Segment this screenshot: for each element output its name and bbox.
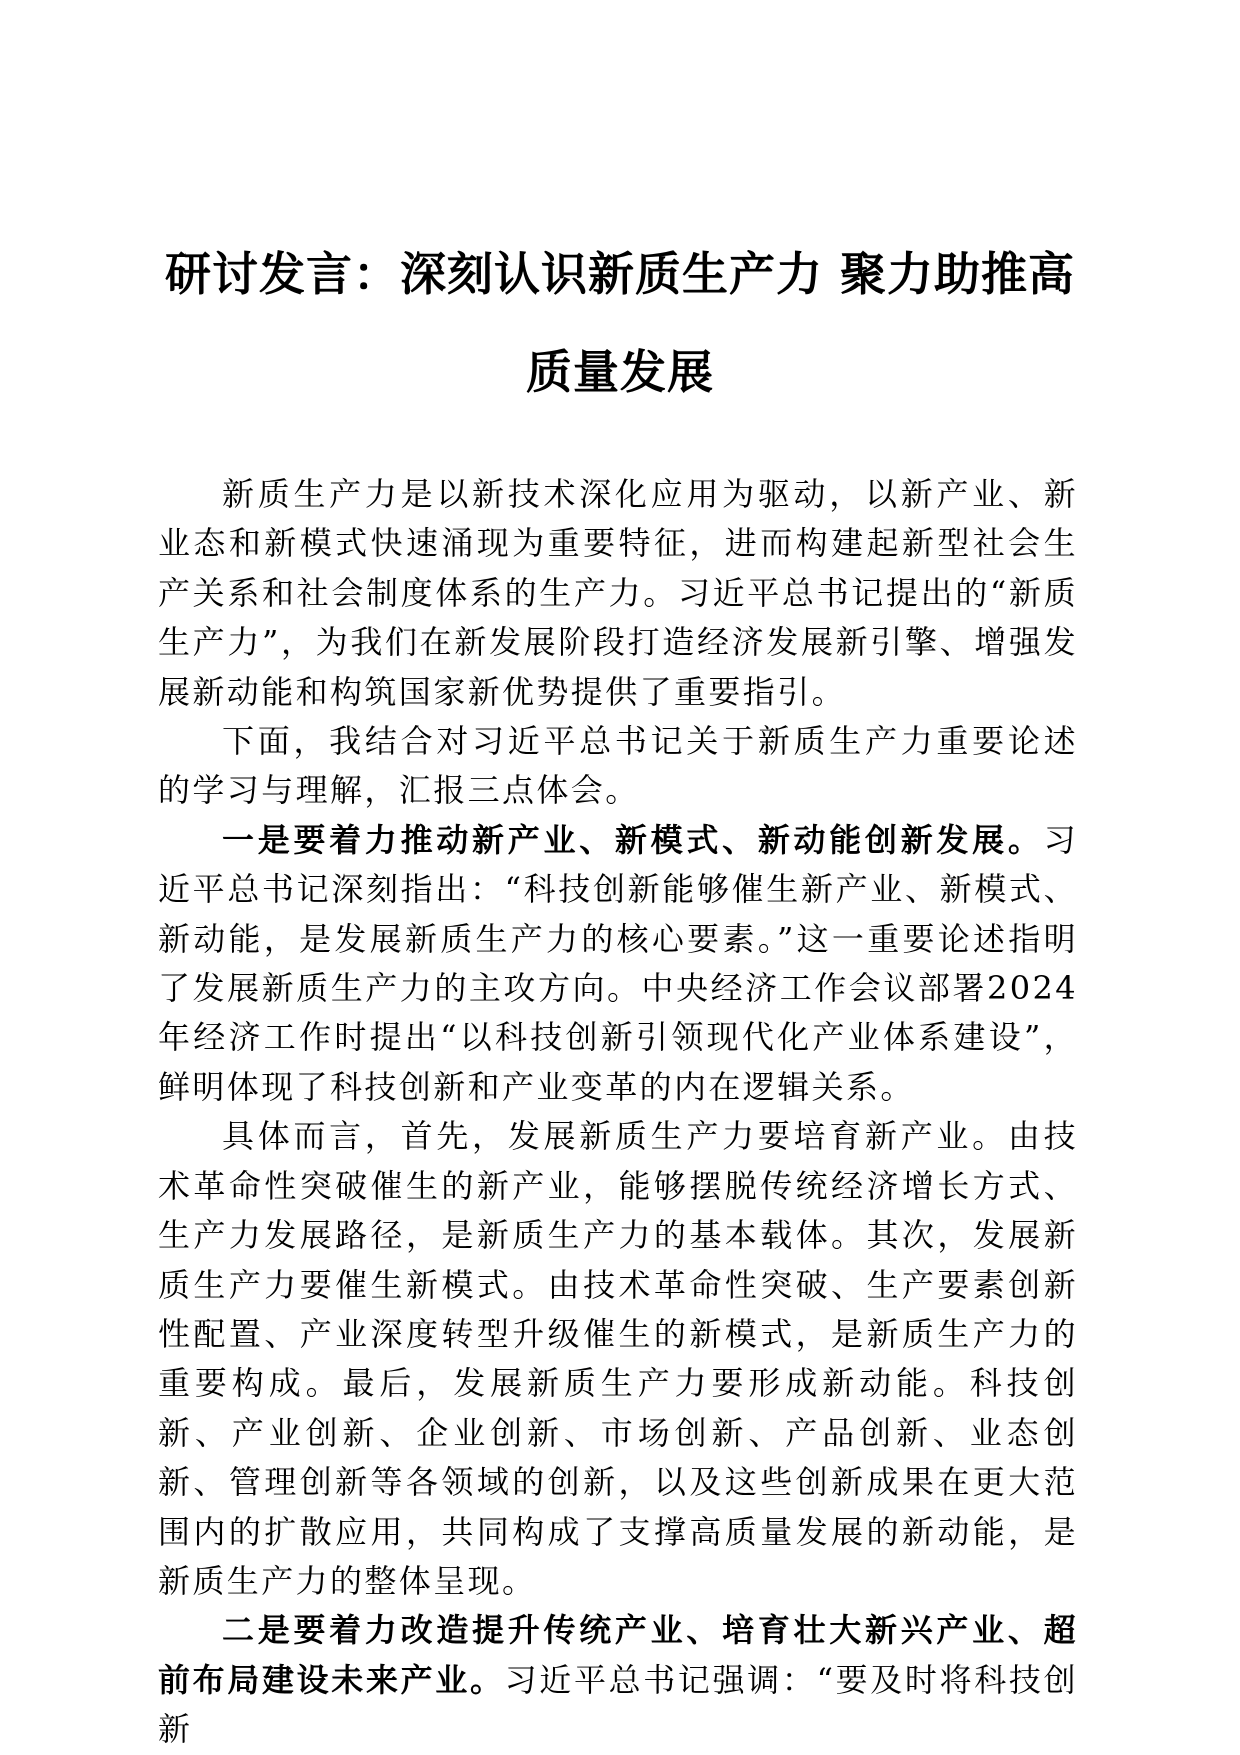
title-line-2: 质量发展 [526, 345, 714, 399]
paragraph-lead: 二是要着力改造提升传统产业、培育壮大新兴产业、超前布局建设未来产业。 [158, 1611, 1078, 1699]
paragraph-1 [158, 470, 1078, 717]
paragraph-text: 具体而言，首先，发展新质生产力要培育新产业。由技术革命性突破催生的新产业，能够摆脱传统经济增长方式、生产力发展路径，是新质生产力的基本载体。其次，发展新质生产力要催生新模式。由技术革命性突破、生产要素创新性配置、产业深度转型升级催生的新模式，是新质生产力的重要构成。最后，发展新质生产力要形成新动能。科技创新、产业创新、企业创新、市场创新、产品创新、业态创新、管理创新等各领域的创新，以及这些创新成果在更大范围内的扩散应用，共同构成了支撑高质量发展的新动能，是新质生产力的整体呈现。 [158, 1117, 1078, 1600]
paragraph-4 [158, 1112, 1078, 1606]
paragraph-text: 下面，我结合对习近平总书记关于新质生产力重要论述的学习与理解，汇报三点体会。 [158, 722, 1078, 810]
title-line-1: 研讨发言：深刻认识新质生产力 聚力助推高 [164, 247, 1075, 301]
paragraph-text: 习近平总书记深刻指出：“科技创新能够催生新产业、新模式、新动能，是发展新质生产力的核心要素。”这一重要论述指明了发展新质生产力的主攻方向。中央经济工作会议部署2024年经济工作时提出“以科技创新引领现代化产业体系建设”，鲜明体现了科技创新和产业变革的内在逻辑关系。 [158, 820, 1078, 1106]
paragraph-5 [158, 1606, 1078, 1754]
paragraph-3 [158, 816, 1078, 1112]
paragraph-text: 习近平总书记强调：“要及时将科技创新 [158, 1660, 1078, 1749]
paragraph-2 [158, 717, 1078, 816]
document-body [158, 470, 1078, 1755]
paragraph-lead: 一是要着力推动新产业、新模式、新动能创新发展。 [222, 820, 1044, 859]
document-title [150, 225, 1090, 421]
paragraph-text: 新质生产力是以新技术深化应用为驱动，以新产业、新业态和新模式快速涌现为重要特征，进而构建起新型社会生产关系和社会制度体系的生产力。习近平总书记提出的“新质生产力”，为我们在新发展阶段打造经济发展新引擎、增强发展新动能和构筑国家新优势提供了重要指引。 [158, 475, 1078, 711]
